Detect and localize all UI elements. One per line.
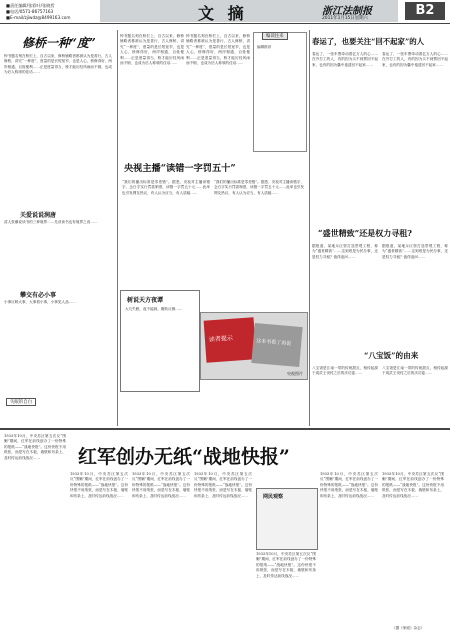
- article-body: 1933年10月，中央苏区第五次反“围剿”期间，红军在前线创办了一份特殊的报纸——“战地快报”。这份快报不用纸张，而是写在木板、墙壁和布条上，及时传达前线战况……: [382, 472, 444, 498]
- article-body: 1933年10月，中央苏区第五次反“围剿”期间，红军在前线创办了一份特殊的报纸——“战地快报”。这份快报不用纸张，而是写在木板、墙壁和布条上，及时传达前线战况……: [320, 472, 378, 498]
- paper-name: 浙江法制报: [322, 6, 372, 17]
- gray-block-label: 这本书看了再说: [255, 338, 292, 348]
- contact-line: ■电话/0571-86757163: [6, 9, 54, 14]
- article-body: 1933年10月，中央苏区第五次反“围剿”期间，红军在前线创办了一份特殊的报纸——“战地快报”。这份快报不用纸张，而是写在木板、墙壁和布条上，及时传达前线战况……: [194, 472, 252, 498]
- article-reading: [4, 210, 114, 290]
- article-insomnia: [4, 388, 114, 426]
- article-body: 据报道，某地斥巨资打造景观工程，称为“盛世精致”……这到底是为民办事，还是权力寻租？值得追问……: [382, 244, 448, 259]
- article-eight-treasure: [312, 346, 448, 426]
- section-divider: [0, 428, 450, 430]
- article-bridge-continued: 钟书题名刻在桥栏上，自古以来，修桥铺路者都被认为是善行，古人修桥，讲究“一种度”，度量的是长短宽窄，也是人心，桥修得好，两岸相通，百姓便利……正是度量得当，桥才能历经风雨而不倒，也成为后人称颂的佳话……: [186, 34, 250, 66]
- illustration-caption: 央视图片: [287, 371, 303, 376]
- article-body: 春运了，一张车票牵动着亿万人的心……在外打工的人，有的因为买不到票回不起家，也有的因为囊中羞涩回不起家……: [382, 52, 448, 67]
- subhead-reading: 关爱说说润唐: [20, 212, 57, 219]
- article-body: 据报道，某地斥巨资打造景观工程，称为“盛世精致”……这到底是为民办事，还是权力寻租？值得追问……: [312, 244, 378, 259]
- article-body: 八宝饭是江南一带的传统甜点，相传起源于周武王伐纣之后的庆功宴……: [382, 366, 448, 376]
- box-body: 大凡失眠，夜不能寐，辗转反侧……: [125, 307, 183, 311]
- notice-box: [253, 32, 307, 152]
- red-block-label: 读者提示: [208, 334, 234, 344]
- column-divider: [117, 30, 118, 426]
- contact-line: ■E-mail/zjiwdz@8499163.com: [6, 15, 71, 20]
- article-body: 1933年10月，中央苏区第五次反“围剿”期间，红军在前线创办了一份特殊的报纸——“战地快报”。这份快报不用纸张，而是写在木板、墙壁和布条上，及时传达前线战况……: [256, 552, 316, 578]
- masthead: [0, 0, 450, 24]
- article-body: 八宝饭是江南一带的传统甜点，相传起源于周武王伐纣之后的庆功宴……: [312, 366, 378, 376]
- red-text-block: [204, 317, 257, 362]
- box-label: 编读往来: [262, 32, 288, 40]
- article-body: 1933年10月，中央苏区第五次反“围剿”期间，红军在前线创办了一份特殊的报纸——“战地快报”。这份快报不用纸张，而是写在木板、墙壁和布条上，及时传达前线战况……: [132, 472, 190, 498]
- contact-block: [6, 3, 98, 21]
- section-title: 文 摘: [198, 4, 248, 23]
- headline-cctv: 央视主播“读错一字罚五十”: [124, 163, 236, 174]
- gray-text-block: [251, 323, 302, 367]
- article-spring-festival: [312, 30, 448, 226]
- box-body: 编辑推荐: [257, 45, 272, 49]
- headline-eight-treasure: “八宝饭”的由来: [364, 351, 419, 360]
- article-body: “我们的播出标准是零差错”。据悉，央视对主播读错字、念白字实行罚款制度，读错一字罚五十元……此举也引发网友热议，有人认为应当，有人质疑……: [122, 180, 210, 195]
- illustration: [200, 312, 308, 380]
- article-red-army: [0, 432, 450, 640]
- column-divider: [309, 30, 310, 426]
- article-prosperity: [312, 226, 448, 342]
- subhead-feature: 树说天方夜谭: [127, 297, 164, 304]
- article-bridge: [4, 32, 114, 210]
- headline-red-army: 红军创办无纸“战地快报”: [78, 446, 290, 468]
- masthead-rule: [0, 23, 450, 24]
- headline-spring-festival: 春运了，也要关注“回不起家”的人: [312, 37, 424, 46]
- article-source: （据《家庭》杂志）: [392, 626, 425, 630]
- article-lead: 1933年10月，中央苏区第五次反“围剿”期间，红军在前线创办了一份特殊的报纸——“战地快报”。这份快报不用纸张，而是写在木板、墙壁和布条上，及时传达前线战况……: [4, 434, 66, 460]
- inset-label: 网民观察: [263, 494, 284, 500]
- headline-bridge: 修桥一种“度”: [22, 36, 96, 50]
- article-body: 清人张潮说读书的三种境界……先谈读书也有境界之说……: [4, 220, 98, 224]
- page-number: B2: [415, 3, 435, 18]
- article-small-things: [4, 290, 114, 388]
- article-body: “我们的播出标准是零差错”。据悉，央视对主播读错字、念白字实行罚款制度，读错一字罚五十元……此举也引发网友热议，有人认为应当，有人质疑……: [214, 180, 304, 195]
- box-label: 失眠的自白: [6, 398, 36, 406]
- feature-box: [120, 290, 200, 392]
- headline-prosperity: “盛世精致”还是权力寻租?: [318, 228, 412, 238]
- issue-date: 2011年1月15日星期六: [322, 16, 368, 21]
- page-number-badge: [405, 2, 445, 20]
- contact-line: ■责任编辑/张彩叶/张晓哲: [6, 3, 55, 8]
- article-bridge-continued: 钟书题名刻在桥栏上，自古以来，修桥铺路者都被认为是善行，古人修桥，讲究“一种度”，度量的是长短宽窄，也是人心，桥修得好，两岸相通，百姓便利……正是度量得当，桥才能历经风雨而不倒，也成为后人称颂的佳话……: [120, 34, 184, 66]
- article-body: 1933年10月，中央苏区第五次反“围剿”期间，红军在前线创办了一份特殊的报纸——“战地快报”。这份快报不用纸张，而是写在木板、墙壁和布条上，及时传达前线战况……: [70, 472, 128, 498]
- subhead-small-things: 攀交有必小事: [20, 292, 57, 299]
- article-body: 春运了，一张车票牵动着亿万人的心……在外打工的人，有的因为买不到票回不起家，也有的因为囊中羞涩回不起家……: [312, 52, 378, 67]
- inset-box: [256, 488, 318, 550]
- article-body: 钟书题名刻在桥栏上，自古以来，修桥铺路者都被认为是善行，古人修桥，讲究“一种度”，度量的是长短宽窄，也是人心，桥修得好，两岸相通，百姓便利……正是度量得当，桥才能历经风雨而不倒，也成为后人称颂的佳话……: [4, 54, 112, 75]
- article-body: 小事反映大事，大事看小事，小事见人品……: [4, 300, 76, 304]
